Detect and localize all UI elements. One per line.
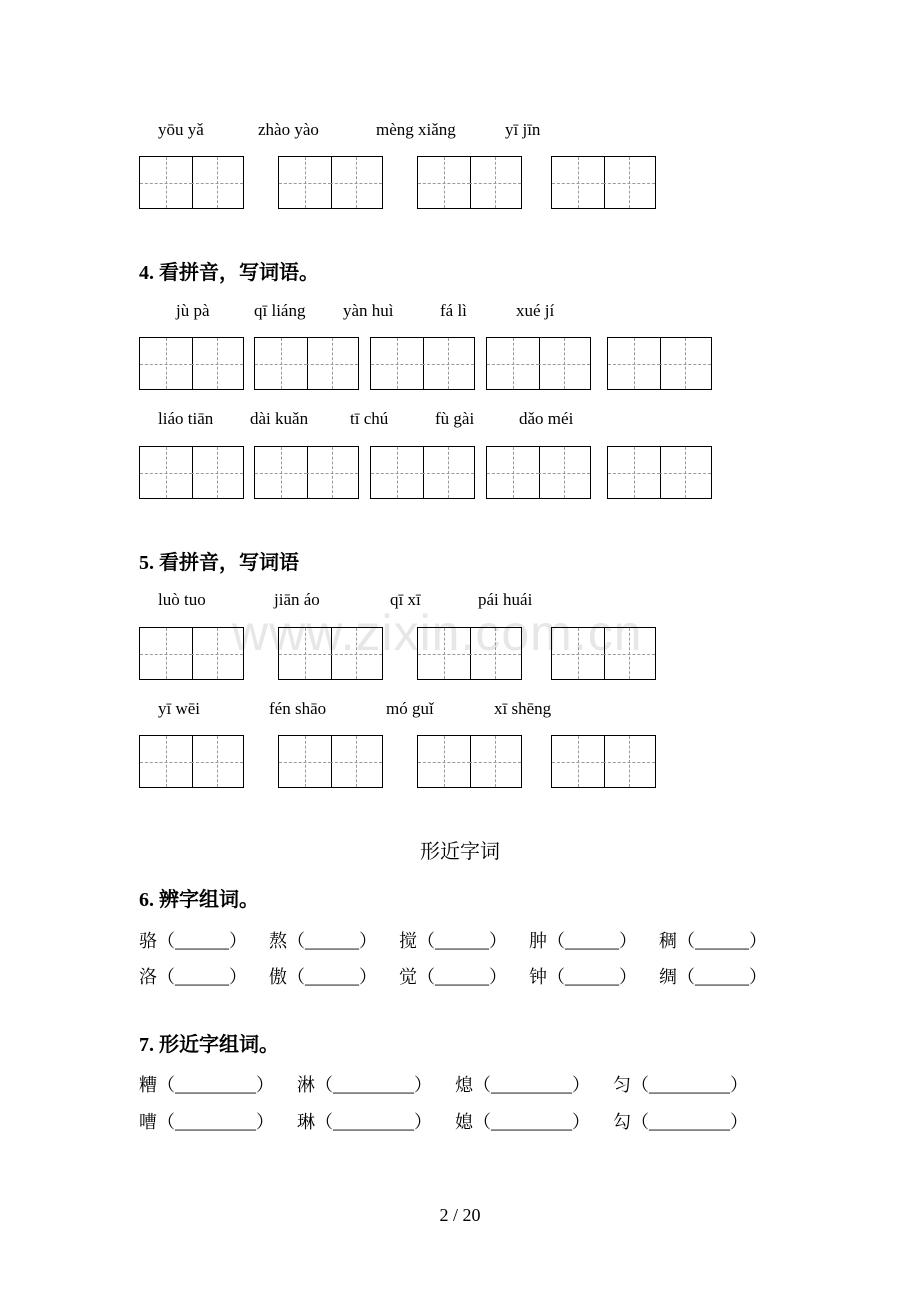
char-blank[interactable]: 肿（______） [529, 931, 637, 951]
writing-grid[interactable] [551, 735, 656, 788]
pinyin-label: zhào yào [258, 120, 319, 139]
section-4-heading: 4. 看拼音，写词语。 [139, 262, 319, 284]
char-blank[interactable]: 匀（_________） [613, 1075, 748, 1095]
char-blank[interactable]: 洛（______） [139, 967, 247, 987]
writing-grid[interactable] [370, 337, 475, 390]
writing-grid[interactable] [139, 627, 244, 680]
pinyin-label: qī xī [390, 590, 421, 609]
writing-grid[interactable] [139, 337, 244, 390]
writing-grid[interactable] [370, 446, 475, 499]
pinyin-label: liáo tiān [158, 409, 214, 428]
pinyin-label: xué jí [516, 301, 555, 320]
writing-grid[interactable] [278, 627, 383, 680]
section-7-heading: 7. 形近字组词。 [139, 1034, 279, 1056]
char-blank[interactable]: 媳（_________） [455, 1112, 590, 1132]
writing-grid[interactable] [551, 156, 656, 209]
writing-grid[interactable] [607, 337, 712, 390]
char-blank[interactable]: 嘈（_________） [139, 1112, 274, 1132]
pinyin-label: mó guǐ [386, 699, 434, 718]
section-6-heading: 6. 辨字组词。 [139, 889, 259, 911]
writing-grid[interactable] [278, 156, 383, 209]
char-blank[interactable]: 钟（______） [529, 967, 637, 987]
char-blank[interactable]: 傲（______） [269, 967, 377, 987]
pinyin-label: jù pà [176, 301, 210, 320]
pinyin-label: xī shēng [494, 699, 552, 718]
char-blank[interactable]: 搅（______） [399, 931, 507, 951]
writing-grid[interactable] [551, 627, 656, 680]
pinyin-label: yī jīn [505, 120, 541, 139]
writing-grid[interactable] [139, 735, 244, 788]
section-subtitle: 形近字词 [420, 841, 500, 863]
page-number: 2 / 20 [439, 1205, 481, 1225]
pinyin-label: fén shāo [269, 699, 327, 718]
pinyin-label: mèng xiǎng [376, 120, 456, 139]
pinyin-label: qī liáng [254, 301, 306, 320]
watermark: www.zixin.com.cn [232, 605, 643, 661]
char-blank[interactable]: 琳（_________） [297, 1112, 432, 1132]
pinyin-label: dǎo méi [519, 409, 574, 428]
char-blank[interactable]: 勾（_________） [613, 1112, 748, 1132]
char-blank[interactable]: 熄（_________） [455, 1075, 590, 1095]
writing-grid[interactable] [417, 156, 522, 209]
char-blank[interactable]: 熬（______） [269, 931, 377, 951]
writing-grid[interactable] [139, 156, 244, 209]
writing-grid[interactable] [254, 446, 359, 499]
writing-grid[interactable] [607, 446, 712, 499]
pinyin-label: yī wēi [158, 699, 201, 718]
pinyin-label: fá lì [440, 301, 467, 320]
char-blank[interactable]: 糟（_________） [139, 1075, 274, 1095]
writing-grid[interactable] [486, 337, 591, 390]
pinyin-label: pái huái [478, 590, 533, 609]
writing-grid[interactable] [417, 735, 522, 788]
writing-grid[interactable] [486, 446, 591, 499]
pinyin-label: luò tuo [158, 590, 206, 609]
char-blank[interactable]: 稠（______） [659, 931, 767, 951]
char-blank[interactable]: 绸（______） [659, 967, 767, 987]
writing-grid[interactable] [139, 446, 244, 499]
char-blank[interactable]: 淋（_________） [297, 1075, 432, 1095]
writing-grid[interactable] [254, 337, 359, 390]
pinyin-label: jiān áo [274, 590, 320, 609]
pinyin-label: yàn huì [343, 301, 394, 320]
pinyin-label: tī chú [350, 409, 389, 428]
section-5-heading: 5. 看拼音，写词语 [139, 552, 299, 574]
writing-grid[interactable] [417, 627, 522, 680]
pinyin-label: dài kuǎn [250, 409, 309, 428]
char-blank[interactable]: 觉（______） [399, 967, 507, 987]
char-blank[interactable]: 骆（______） [139, 931, 247, 951]
pinyin-label: yōu yǎ [158, 120, 204, 139]
writing-grid[interactable] [278, 735, 383, 788]
pinyin-label: fù gài [435, 409, 475, 428]
